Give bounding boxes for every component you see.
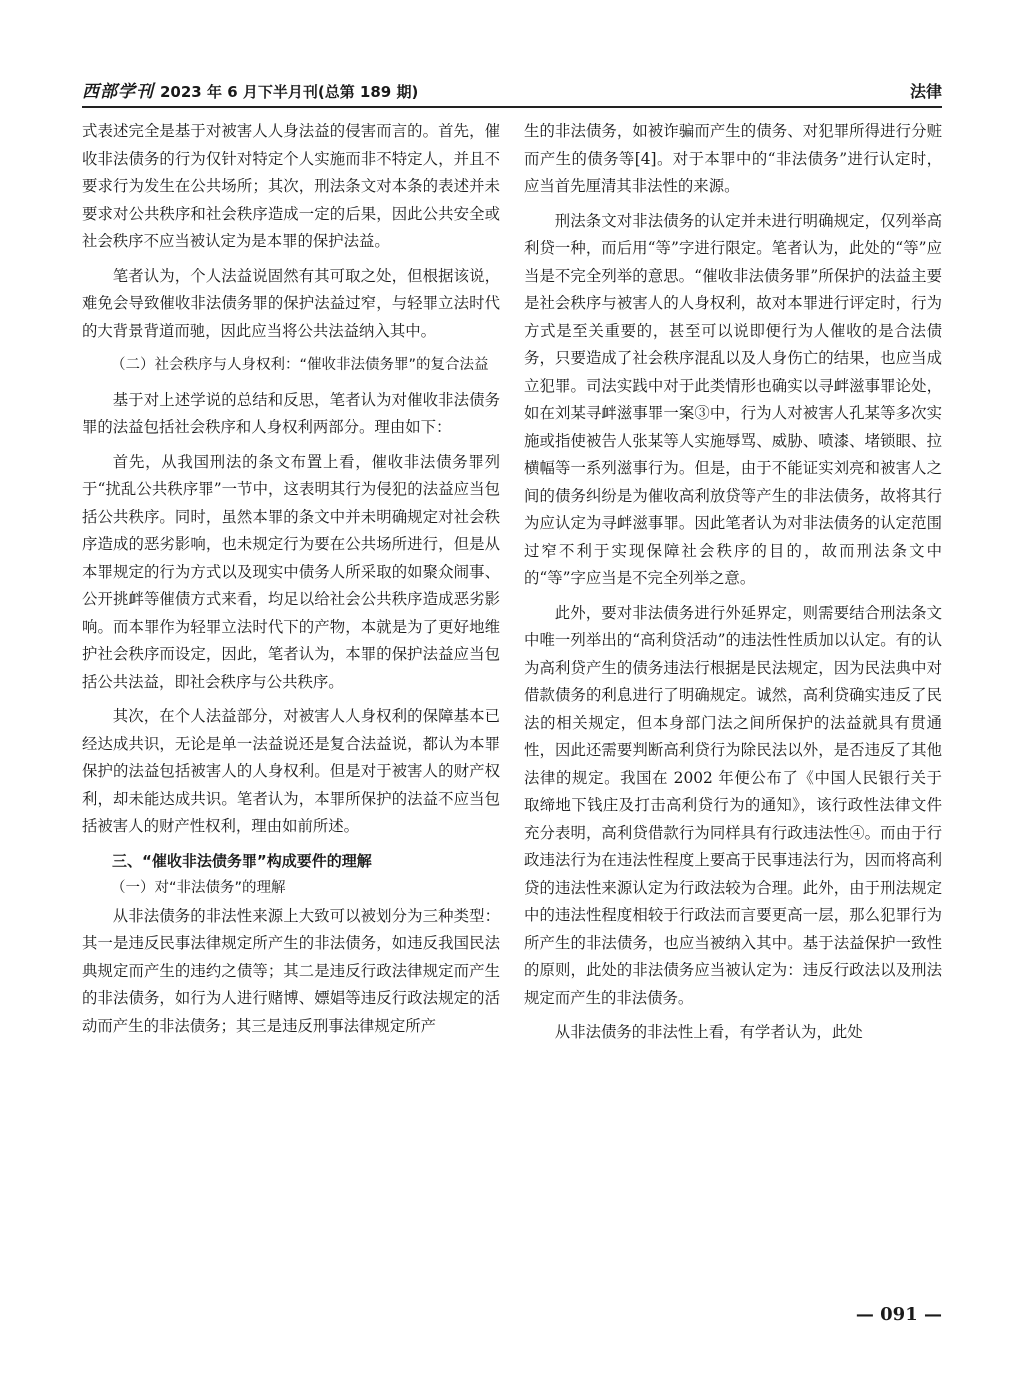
issue-info: 2023 年 6 月下半月刊(总第 189 期) [160,83,419,101]
article-body [82,118,942,1298]
paragraph: 此外，要对非法债务进行外延界定，则需要结合刑法条文中唯一列举出的“高利贷活动”的违法性性质加以认定。有的认为高利贷产生的债务违法行根据是民法规定，因为民法典中对借款债务的利息进行了明确规定。诚然，高利贷确实违反了民法的相关规定，但本身部门法之间所保护的法益就具有贯通性，因此还需要判断高利贷行为除民法以外，是否违反了其他法律的规定。我国在 2002 年便公布了《中国人民银行关于取缔地下钱庄及打击高利贷行为的通知》，该行政性法律文件充分表明，高利贷借款行为同样具有行政违法性④。而由于行政违法行为在违法性程度上要高于民事违法行为，因而将高利贷的违法性来源认定为行政法较为合理。此外，由于刑法规定中的违法性程度相较于行政法而言要更高一层，那么犯罪行为所产生的非法债务，也应当被纳入其中。基于法益保护一致性的原则，此处的非法债务应当被认定为：违反行政法以及刑法规定而产生的非法债务。 [524,603,942,1007]
header-left [82,77,418,102]
paragraph: 其次，在个人法益部分，对被害人人身权利的保障基本已经达成共识，无论是单一法益说还是复合法益说，都认为本罪保护的法益包括被害人的人身权利。但是对于被害人的财产权利，却未能达成共识。笔者认为，本罪所保护的法益不应当包括被害人的财产性权利，理由如前所述。 [82,707,500,835]
section-heading: 三、“催收非法债务罪”构成要件的理解 [112,851,372,870]
right-column [524,118,942,1298]
journal-logo: 西部学刊 [82,82,154,102]
paragraph: 笔者认为，个人法益说固然有其可取之处，但根据该说，难免会导致催收非法债务罪的保护法益过窄，与轻罪立法时代的大背景背道而驰，因此应当将公共法益纳入其中。 [82,266,500,340]
running-header [82,70,942,108]
page-number: — 091 — [855,1304,942,1325]
section-label: 法律 [909,82,942,101]
paragraph: 式表述完全是基于对被害人人身法益的侵害而言的。首先，催收非法债务的行为仅针对特定个人实施而非不特定人，并且不要求行为发生在公共场所；其次，刑法条文对本条的表述并未要求对公共秩序和社会秩序造成一定的后果，因此公共安全或社会秩序不应当被认定为是本罪的保护法益。 [82,122,500,250]
paragraph: 刑法条文对非法债务的认定并未进行明确规定，仅列举高利贷一种，而后用“等”字进行限定。笔者认为，此处的“等”应当是不完全列举的意思。“催收非法债务罪”所保护的法益主要是社会秩序与被害人的人身权利，故对本罪进行评定时，行为方式是至关重要的，甚至可以说即便行为人催收的是合法债务，只要造成了社会秩序混乱以及人身伤亡的结果，也应当成立犯罪。司法实践中对于此类情形也确实以寻衅滋事罪论处，如在刘某寻衅滋事罪一案③中，行为人对被害人孔某等多次实施或指使被告人张某等人实施辱骂、威胁、喷漆、堵锁眼、拉横幅等一系列滋事行为。但是，由于不能证实刘亮和被害人之间的债务纠纷是为催收高利放贷等产生的非法债务，故将其行为应认定为寻衅滋事罪。因此笔者认为对非法债务的认定范围过窄不利于实现保障社会秩序的目的，故而刑法条文中的“等”字应当是不完全列举之意。 [524,211,942,587]
subsection-heading: （二）社会秩序与人身权利：“催收非法债务罪”的复合法益 [111,357,489,373]
paragraph: 从非法债务的非法性上看，有学者认为，此处 [554,1023,863,1041]
paragraph: 基于对上述学说的总结和反思，笔者认为对催收非法债务罪的法益包括社会秩序和人身权利两部分。理由如下： [82,390,500,436]
subsection-heading: （一）对“非法债务”的理解 [111,880,286,896]
paragraph: 首先，从我国刑法的条文布置上看，催收非法债务罪列于“扰乱公共秩序罪”一节中，这表明其行为侵犯的法益应当包括公共秩序。同时，虽然本罪的条文中并未明确规定对社会秩序造成的恶劣影响，也未规定行为要在公共场所进行，但是从本罪规定的行为方式以及现实中债务人所采取的如聚众闹事、公开挑衅等催债方式来看，均足以给社会公共秩序造成恶劣影响。而本罪作为轻罪立法时代下的产物，本就是为了更好地维护社会秩序而设定，因此，笔者认为，本罪的保护法益应当包括公共法益，即社会秩序与公共秩序。 [82,452,500,691]
paragraph: 生的非法债务，如被诈骗而产生的债务、对犯罪所得进行分赃而产生的债务等[4]。对于本罪中的“非法债务”进行认定时，应当首先厘清其非法性的来源。 [524,122,942,195]
left-column [82,118,500,1298]
paragraph: 从非法债务的非法性来源上大致可以被划分为三种类型：其一是违反民事法律规定所产生的非法债务，如违反我国民法典规定而产生的违约之债等；其二是违反行政法律规定而产生的非法债务，如行为人进行赌博、嫖娼等违反行政法规定的活动而产生的非法债务；其三是违反刑事法律规定所产 [82,906,500,1035]
